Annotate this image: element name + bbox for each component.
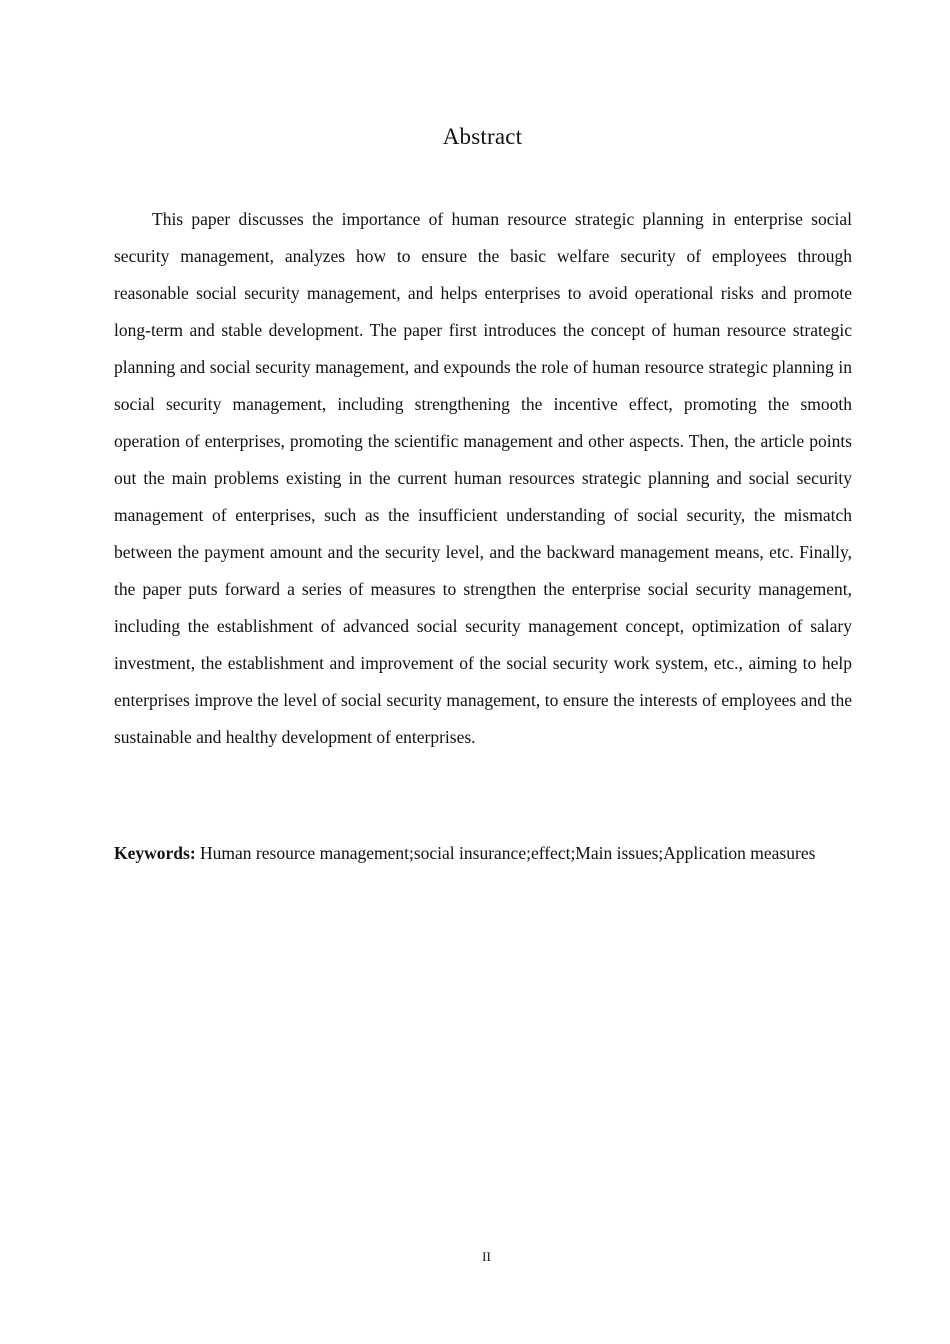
abstract-paragraph: This paper discusses the importance of human resource strategic planning in enterprise social security management, analyzes how to ensure the basic welfare security of employees through reasonable social security management, and helps enterprises to avoid operational risks and promote long-term and stable development. The paper first introduces the concept of human resource strategic planning and social security management, and expounds the role of human resource strategic planning in social security management, including strengthening the incentive effect, promoting the smooth operation of enterprises, promoting the scientific management and other aspects. Then, the article points out the main problems existing in the current human resources strategic planning and social security management of enterprises, such as the insufficient understanding of social security, the mismatch between the payment amount and the security level, and the backward management means, etc. Finally, the paper puts forward a series of measures to strengthen the enterprise social security management, including the establishment of advanced social security management concept, optimization of salary investment, the establishment and improvement of the social security work system, etc., aiming to help enterprises improve the level of social security management, to ensure the interests of employees and the sustainable and healthy development of enterprises.: [114, 209, 852, 747]
abstract-title: Abstract: [442, 124, 523, 149]
keywords-label: Keywords:: [114, 843, 196, 863]
keywords-line: [114, 835, 852, 872]
page-number: II: [482, 1249, 491, 1264]
keywords-text: Human resource management;social insurance;effect;Main issues;Application measures: [200, 843, 816, 863]
